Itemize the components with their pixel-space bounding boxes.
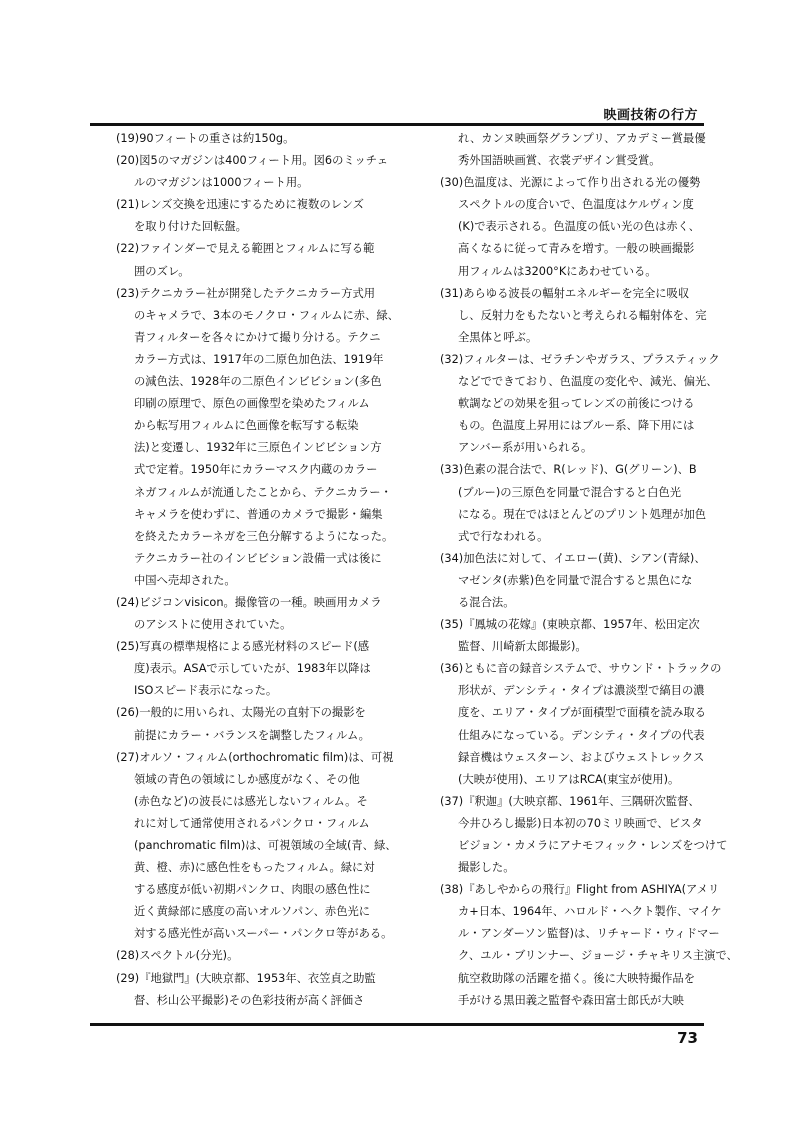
endnote-line: 高くなるに従って青みを増す。一般の映画撮影 xyxy=(458,242,695,256)
endnote xyxy=(116,747,397,946)
endnote xyxy=(440,283,708,349)
endnote xyxy=(440,172,708,282)
endnote-line: (29)『地獄門』(大映京都、1953年、衣笠貞之助監 xyxy=(116,971,376,985)
endnote-line: (33)色素の混合法で、R(レッド)、G(グリーン)、B xyxy=(440,463,697,477)
endnote-line: (ブルー)の三原色を同量で混合すると白色光 xyxy=(458,485,682,499)
endnote-line: (K)で表示される。色温度の低い光の色は赤く、 xyxy=(458,220,700,234)
endnote-line: を終えたカラーネガを三色分解するようになった。 xyxy=(134,529,394,543)
endnote-line: 黄、橙、赤)に感色性をもったフィルム。緑に対 xyxy=(134,861,375,875)
endnote-line: もの。色温度上昇用にはブルー系、降下用には xyxy=(458,419,695,433)
endnote-line: 録音機はウェスターン、およびウェストレックス xyxy=(458,750,705,764)
endnote xyxy=(440,791,728,879)
endnote-line: (大映が使用)、エリアはRCA(東宝が使用)。 xyxy=(458,772,680,786)
endnote-line: (28)スペクトル(分光)。 xyxy=(116,949,239,963)
endnote-line: 法)と変遷し、1932年に三原色インビビション方 xyxy=(134,441,382,455)
endnote-line: 青フィルターを各々にかけて撮り分ける。テクニ xyxy=(134,330,381,344)
endnote-line: ル・アンダーソン監督)は、リチャード・ウィドマー xyxy=(458,927,720,941)
endnote-line: (21)レンズ交換を迅速にするために複数のレンズ xyxy=(116,198,364,212)
endnote-line: 領域の青色の領域にしか感度がなく、その他 xyxy=(134,772,360,786)
endnote-line: (19)90フィートの重さは約150g。 xyxy=(116,132,295,145)
endnote-line: (32)フィルターは、ゼラチンやガラス、プラスティック xyxy=(440,352,720,366)
page-number: 73 xyxy=(677,1029,698,1047)
endnote-line: 形状が、デンシティ・タイプは濃淡型で縞目の濃 xyxy=(458,684,705,698)
endnote-line: のキャメラで、3本のモノクロ・フィルムに赤、緑、 xyxy=(134,308,399,322)
endnote xyxy=(116,238,394,282)
footer-rule xyxy=(90,1023,704,1026)
endnote-line: 全黒体と呼ぶ。 xyxy=(458,330,538,344)
endnote xyxy=(440,879,738,1012)
endnote-line: 秀外国語映画賞、衣裳デザイン賞受賞。 xyxy=(458,154,661,168)
endnote-line: (panchromatic film)は、可視領域の全域(青、緑、 xyxy=(134,839,397,852)
endnote-line: アンバー系が用いられる。 xyxy=(458,441,593,455)
endnote-line: ビジョン・カメラにアナモフィック・レンズをつけて xyxy=(458,839,728,852)
endnote-line: (37)『釈迦』(大映京都、1961年、三隅研次監督、 xyxy=(440,794,700,808)
endnote-line: ルのマガジンは1000フィート用。 xyxy=(134,176,309,190)
endnote-line: 度を、エリア・タイプが面積型で面積を読み取る xyxy=(458,706,706,720)
endnote-line: 仕組みになっている。デンシティ・タイプの代表 xyxy=(458,728,705,742)
endnote-line: (34)加色法に対して、イエロー(黄)、シアン(青緑)、 xyxy=(440,551,706,565)
endnote-line: テクニカラー社のインビビション設備一式は後に xyxy=(134,551,382,565)
endnote-line: 対する感光性が高いスーパー・パンクロ等がある。 xyxy=(134,927,393,941)
endnote-line: 式で定着。1950年にカラーマスク内蔵のカラー xyxy=(134,463,378,477)
endnote-line: ISOスピード表示になった。 xyxy=(134,684,278,698)
endnote-line: キャメラを使わずに、普通のカメラで撮影・編集 xyxy=(134,507,383,521)
endnote xyxy=(440,349,720,459)
endnote-line: 督、杉山公平撮影)その色彩技術が高く評価さ xyxy=(134,993,365,1007)
endnote-line: する感度が低い初期パンクロ、肉眼の感色性に xyxy=(134,883,371,897)
endnote-line: れに対して通常使用されるパンクロ・フィルム xyxy=(134,816,370,830)
endnote-line: 軟調などの効果を狙ってレンズの前後につける xyxy=(458,397,695,411)
endnote-line: 手がける黒田義之監督や森田富士郎氏が大映 xyxy=(458,993,684,1007)
endnote-line: (26)一般的に用いられ、太陽光の直射下の撮影を xyxy=(116,706,366,720)
endnote-line: (22)ファインダーで見える範囲とフィルムに写る範 xyxy=(116,242,375,256)
endnote xyxy=(116,636,394,702)
endnote-line: ネガフィルムが流通したことから、テクニカラー・ xyxy=(134,485,392,499)
endnote-line: 航空救助隊の活躍を描く。後に大映特撮作品を xyxy=(458,971,696,985)
endnote-line: 撮影した。 xyxy=(458,861,515,875)
endnote-line: れ、カンヌ映画祭グランプリ、アカデミー賞最優 xyxy=(458,132,706,145)
endnote xyxy=(116,968,394,1012)
notes-column-right xyxy=(440,128,738,1012)
running-header-title: 映画技術の行方 xyxy=(603,108,698,123)
endnote-line: (24)ビジコンvisicon。撮像管の一種。映画用カメラ xyxy=(116,595,382,609)
endnote-line: スペクトルの度合いで、色温度はケルヴィン度 xyxy=(458,198,694,212)
endnote-line: (赤色など)の波長には感光しないフィルム。そ xyxy=(134,794,368,808)
endnote xyxy=(116,283,399,592)
endnote xyxy=(440,548,708,614)
endnote xyxy=(440,658,722,791)
endnote-line: を取り付けた回転盤。 xyxy=(134,220,247,234)
endnote-line: カ+日本、1964年、ハロルド・ヘクト製作、マイケ xyxy=(458,905,722,919)
endnote xyxy=(116,702,394,746)
endnote-line: 近く黄緑部に感度の高いオルソパン、赤色光に xyxy=(134,905,371,919)
endnote xyxy=(116,194,394,238)
endnote xyxy=(116,150,394,194)
endnote-line: (20)図5のマガジンは400フィート用。図6のミッチェ xyxy=(116,154,389,168)
endnote-line: などでできており、色温度の変化や、減光、偏光、 xyxy=(458,375,718,389)
endnote-line: (38)『あしやからの飛行』Flight from ASHIYA(アメリ xyxy=(440,883,720,897)
endnote-line: (25)写真の標準規格による感光材料のスピード(感 xyxy=(116,640,370,654)
endnote xyxy=(116,128,394,150)
endnote xyxy=(440,614,708,658)
endnote-line: 中国へ売却された。 xyxy=(134,573,236,587)
endnote xyxy=(440,459,708,547)
endnote-line: 式で行なわれる。 xyxy=(458,529,549,543)
endnote-line: から転写用フィルムに色画像を転写する転染 xyxy=(134,419,359,433)
endnote-line: 今井ひろし撮影)日本初の70ミリ映画で、ビスタ xyxy=(458,816,703,830)
endnote-line: し、反射力をもたないと考えられる輻射体を、完 xyxy=(458,308,707,322)
endnote-line: (36)ともに音の録音システムで、サウンド・トラックの xyxy=(440,662,722,676)
endnote-line: 度)表示。ASAで示していたが、1983年以降は xyxy=(134,662,371,676)
endnote-line: (31)あらゆる波長の輻射エネルギーを完全に吸収 xyxy=(440,286,690,300)
endnote-line: 印刷の原理で、原色の画像型を染めたフィルム xyxy=(134,397,370,411)
endnote-line: (30)色温度は、光源によって作り出される光の優勢 xyxy=(440,176,701,190)
endnote-line: カラー方式は、1917年の二原色加色法、1919年 xyxy=(134,352,384,366)
endnote-line: ク、ユル・ブリンナー、ジョージ・チャキリス主演で、 xyxy=(458,949,738,963)
endnote-line: 用フィルムは3200°Kにあわせている。 xyxy=(458,264,657,278)
endnote-line: る混合法。 xyxy=(458,595,515,609)
endnote xyxy=(116,592,394,636)
endnote xyxy=(440,128,708,172)
endnote-line: 前提にカラー・バランスを調整したフィルム。 xyxy=(134,728,370,742)
endnote xyxy=(116,945,394,967)
endnote-line: になる。現在ではほとんどのプリント処理が加色 xyxy=(458,507,707,521)
notes-column-left xyxy=(116,128,399,1012)
endnote-line: (27)オルソ・フィルム(orthochromatic film)は、可視 xyxy=(116,750,394,764)
header-rule xyxy=(90,123,704,126)
endnote-line: (35)『鳳城の花嫁』(東映京都、1957年、松田定次 xyxy=(440,618,700,632)
endnote-line: 囲のズレ。 xyxy=(134,264,190,278)
endnote-line: (23)テクニカラー社が開発したテクニカラー方式用 xyxy=(116,286,376,300)
endnote-line: の減色法、1928年の二原色インビビション(多色 xyxy=(134,375,382,389)
endnote-line: のアシストに使用されていた。 xyxy=(134,618,292,632)
endnote-line: 監督、川崎新太郎撮影)。 xyxy=(458,640,587,654)
endnote-line: マゼンタ(赤紫)色を同量で混合すると黒色にな xyxy=(458,573,693,587)
